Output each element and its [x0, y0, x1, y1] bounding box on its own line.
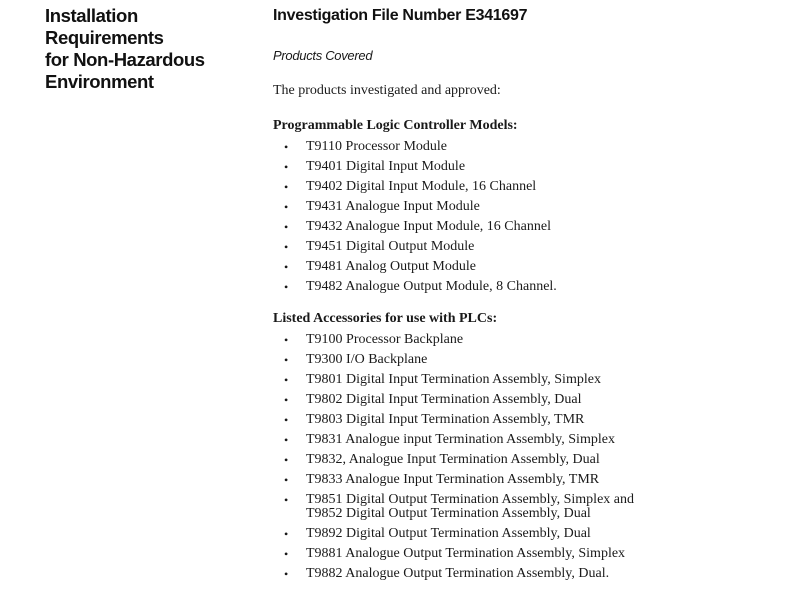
list-item: [273, 177, 773, 197]
list-item-text: T9402 Digital Input Module, 16 Channel: [306, 179, 537, 194]
list-item-text: T9100 Processor Backplane: [306, 332, 464, 347]
list-item: [273, 470, 773, 490]
section-heading-line: for Non-Hazardous: [45, 49, 205, 70]
list-item-text: T9803 Digital Input Termination Assembly, TMR: [306, 412, 585, 427]
bullet-icon: •: [284, 453, 289, 467]
list-item: [273, 410, 773, 430]
list-item-text: T9110 Processor Module: [306, 139, 448, 154]
list-item: [273, 217, 773, 237]
list-item-text: T9432 Analogue Input Module, 16 Channel: [306, 219, 551, 234]
bullet-icon: •: [284, 200, 289, 214]
plc-models-list: [273, 137, 773, 297]
list-item-text: T9881 Analogue Output Termination Assembly, Simplex: [306, 546, 626, 561]
list-item-text: T9482 Analogue Output Module, 8 Channel.: [306, 279, 557, 294]
bullet-icon: •: [284, 140, 289, 154]
list-item-text: T9851 Digital Output Termination Assembly, Simplex and: [306, 492, 634, 507]
list-item: [273, 257, 773, 277]
bullet-icon: •: [284, 527, 289, 541]
list-item: [273, 370, 773, 390]
list-item-text: T9300 I/O Backplane: [306, 352, 428, 367]
section-heading: [45, 5, 260, 93]
list-item: [273, 157, 773, 177]
bullet-icon: •: [284, 393, 289, 407]
bullet-icon: •: [284, 413, 289, 427]
bullet-icon: •: [284, 433, 289, 447]
list-item: [273, 450, 773, 470]
bullet-icon: •: [284, 547, 289, 561]
list-item-text: T9801 Digital Input Termination Assembly, Simplex: [306, 372, 601, 387]
plc-models-heading: Programmable Logic Controller Models:: [273, 118, 518, 133]
list-item-text: T9431 Analogue Input Module: [306, 199, 480, 214]
main-content: [273, 5, 773, 584]
bullet-icon: •: [284, 260, 289, 274]
list-item-text: T9831 Analogue input Termination Assembly, Simplex: [306, 432, 615, 447]
list-item: [273, 544, 773, 564]
list-item: [273, 197, 773, 217]
bullet-icon: •: [284, 473, 289, 487]
section-heading-line: Environment: [45, 71, 154, 92]
list-item-text: T9802 Digital Input Termination Assembly, Dual: [306, 392, 582, 407]
list-item-text: T9852 Digital Output Termination Assembly, Dual: [306, 506, 591, 521]
list-item: [273, 277, 773, 297]
list-item: [273, 350, 773, 370]
bullet-icon: •: [284, 220, 289, 234]
bullet-icon: •: [284, 280, 289, 294]
list-item: [273, 490, 773, 524]
bullet-icon: •: [284, 160, 289, 174]
accessories-list: [273, 330, 773, 584]
bullet-icon: •: [284, 240, 289, 254]
list-item-text: T9832, Analogue Input Termination Assembly, Dual: [306, 452, 600, 467]
bullet-icon: •: [284, 353, 289, 367]
section-heading-line: Installation Requirements: [45, 5, 164, 48]
accessories-heading: Listed Accessories for use with PLCs:: [273, 311, 498, 326]
list-item-text: T9892 Digital Output Termination Assembly, Dual: [306, 526, 591, 541]
list-item: [273, 237, 773, 257]
list-item: [273, 330, 773, 350]
list-item-text: T9833 Analogue Input Termination Assembly, TMR: [306, 472, 600, 487]
list-item: [273, 137, 773, 157]
bullet-icon: •: [284, 373, 289, 387]
list-item-text: T9401 Digital Input Module: [306, 159, 466, 174]
list-item: [273, 564, 773, 584]
list-item-text: T9451 Digital Output Module: [306, 239, 475, 254]
bullet-icon: •: [284, 567, 289, 581]
list-item-text: T9882 Analogue Output Termination Assembly, Dual.: [306, 566, 610, 581]
file-number-title: Investigation File Number E341697: [273, 7, 528, 24]
bullet-icon: •: [284, 333, 289, 347]
list-item-text: T9481 Analog Output Module: [306, 259, 476, 274]
bullet-icon: •: [284, 180, 289, 194]
list-item: [273, 390, 773, 410]
products-covered-subheading: Products Covered: [273, 48, 373, 63]
intro-paragraph: The products investigated and approved:: [273, 83, 501, 98]
bullet-icon: •: [284, 493, 289, 507]
list-item: [273, 524, 773, 544]
list-item: [273, 430, 773, 450]
